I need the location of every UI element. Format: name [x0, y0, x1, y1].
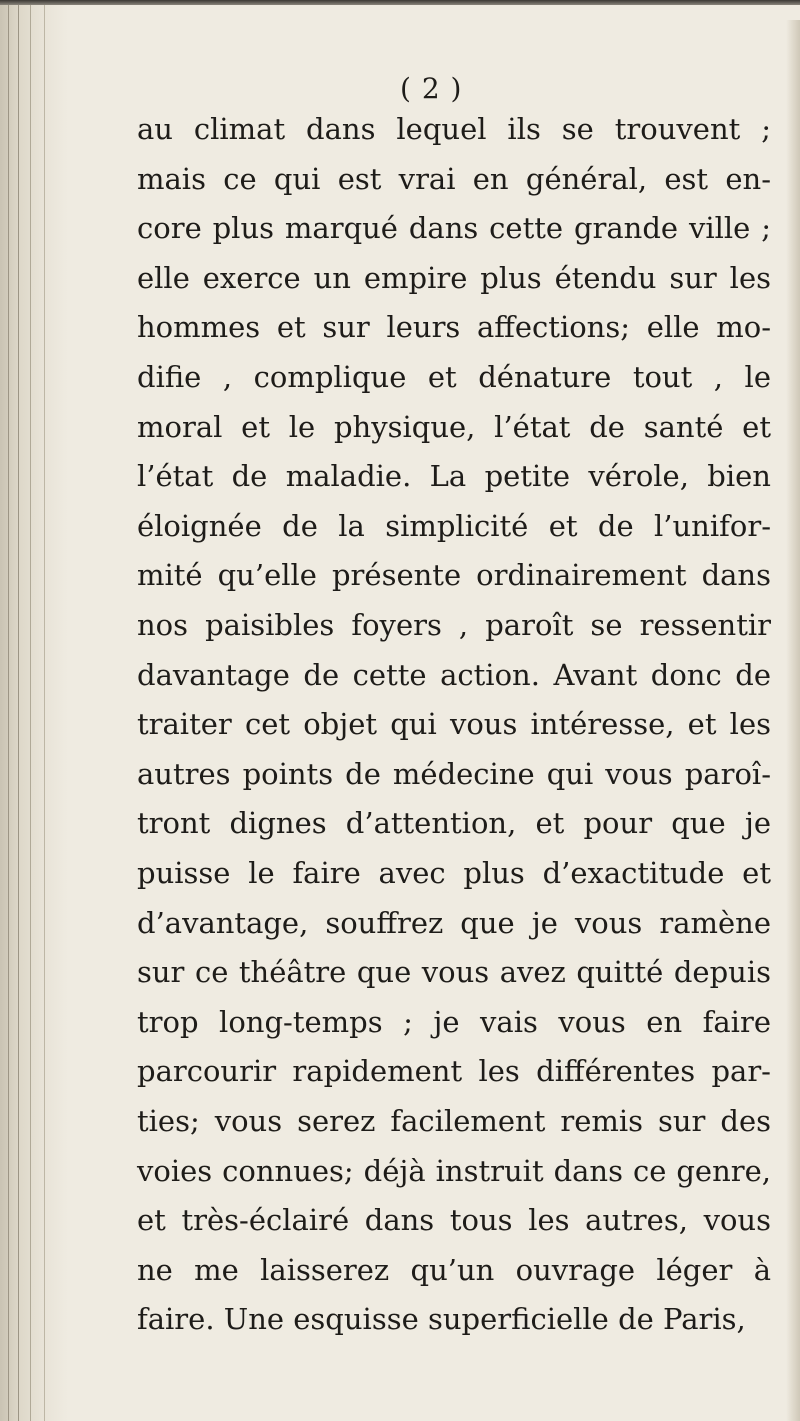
text-line: puisse le faire avec plus d’exactitude et — [137, 856, 771, 890]
text-line: d’avantage, souffrez que je vous ramène — [137, 905, 771, 940]
text-line: davantage de cette action. Avant donc de — [137, 657, 771, 692]
text-line: core plus marqué dans cette grande ville ; — [137, 211, 771, 246]
text-line: autres points de médecine qui vous paroî- — [137, 756, 771, 791]
text-line: nos paisibles foyers , paroît se ressentir — [137, 608, 771, 642]
text-line: voies connues; déjà instruit dans ce genre, — [137, 1153, 771, 1188]
text-line: tront dignes d’attention, et pour que je — [137, 806, 771, 841]
text-line: ne me laisserez qu’un ouvrage léger à — [137, 1252, 771, 1287]
binding-gutter — [0, 0, 68, 1421]
text-line: trop long-temps ; je vais vous en faire — [137, 1004, 771, 1039]
text-line: moral et le physique, l’état de santé et — [137, 409, 771, 444]
text-line: parcourir rapidement les différentes par- — [137, 1054, 771, 1089]
page-number: ( 2 ) — [400, 72, 463, 105]
text-line: hommes et sur leurs affections; elle mo- — [137, 310, 771, 345]
gutter-line — [44, 0, 45, 1421]
gutter-line — [8, 0, 9, 1421]
text-line: au climat dans lequel ils se trouvent ; — [137, 112, 771, 146]
text-line: difie , complique et dénature tout , le — [137, 360, 771, 394]
gutter-line — [18, 0, 19, 1421]
text-line: l’état de maladie. La petite vérole, bien — [137, 459, 771, 494]
gutter-line — [30, 0, 31, 1421]
text-line: traiter cet objet qui vous intéresse, et les — [137, 707, 771, 742]
text-line: et très-éclairé dans tous les autres, vous — [137, 1203, 771, 1238]
text-line: éloignée de la simplicité et de l’unifor- — [137, 508, 771, 543]
text-line: mité qu’elle présente ordinairement dans — [137, 558, 771, 593]
page-top-edge — [0, 0, 800, 5]
text-line: sur ce théâtre que vous avez quitté depuis — [137, 955, 771, 990]
text-line: faire. Une esquisse superficielle de Paris, — [137, 1302, 746, 1337]
text-line: elle exerce un empire plus étendu sur les — [137, 260, 771, 295]
text-line: ties; vous serez facilement remis sur des — [137, 1104, 771, 1138]
text-line: mais ce qui est vrai en général, est en- — [137, 161, 771, 196]
page-right-edge — [786, 20, 800, 1421]
